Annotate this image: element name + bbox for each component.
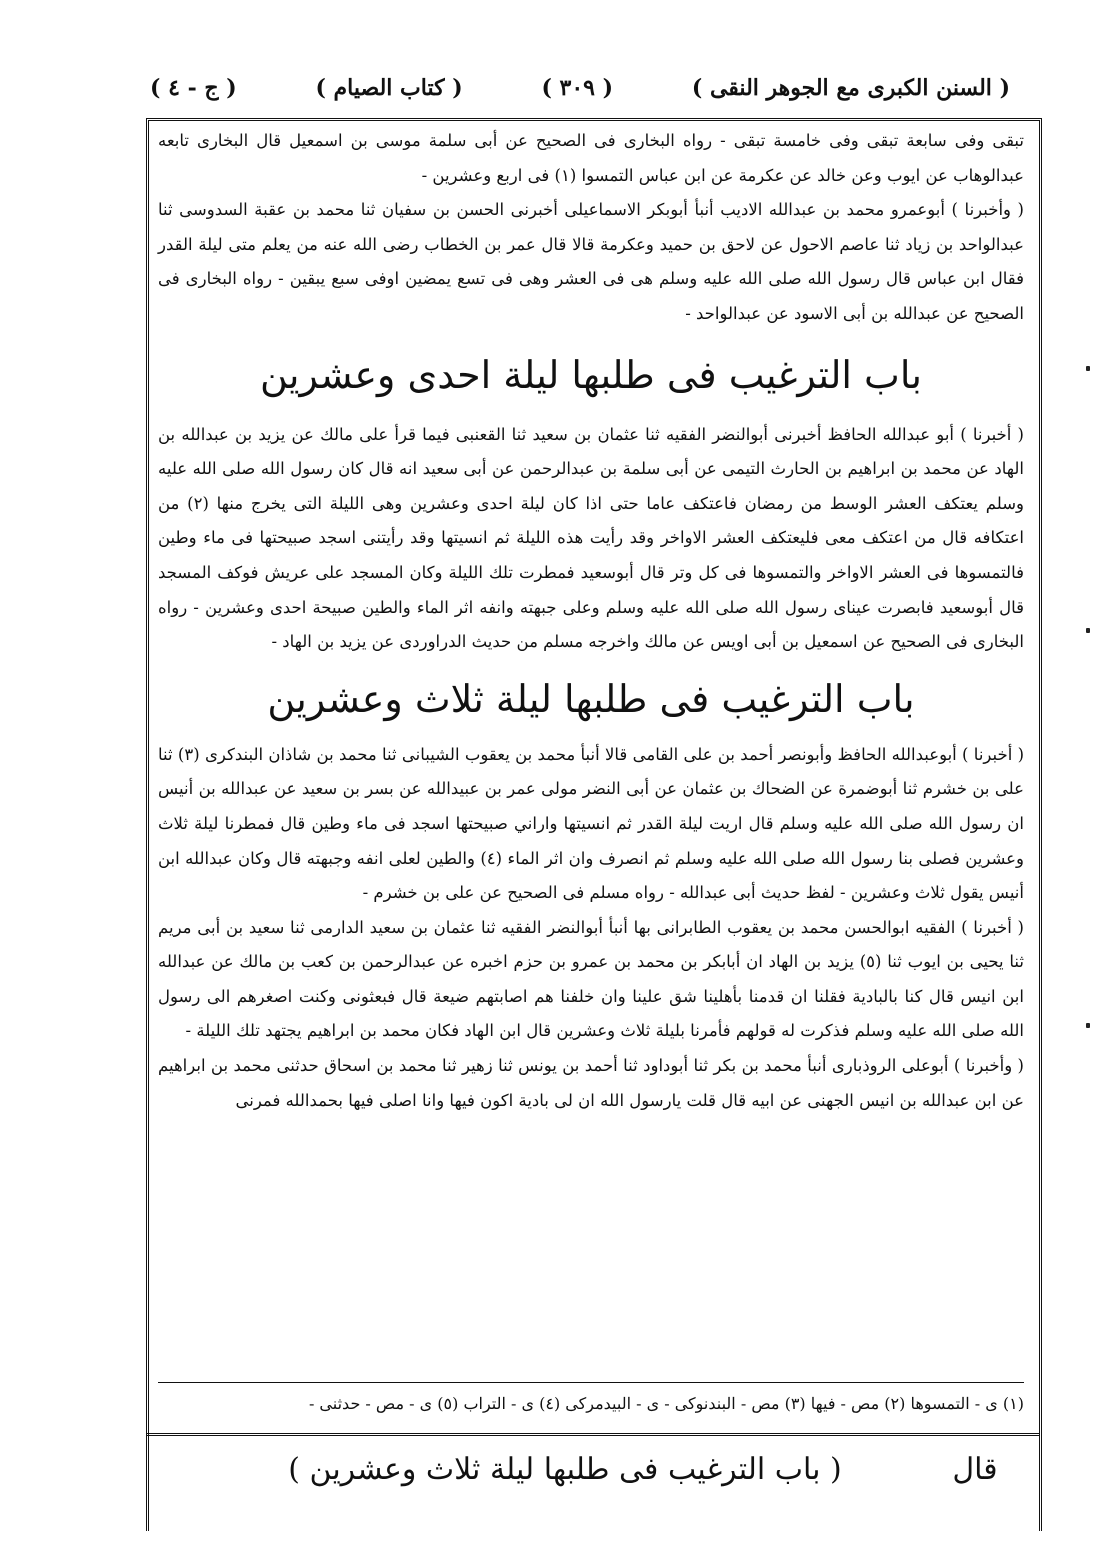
header-volume: ( ج - ٤ ) — [150, 75, 237, 101]
main-text — [158, 124, 1024, 1118]
next-heading-preview: ( باب الترغيب فى طلبها ليلة ثلاث وعشرين ) — [288, 1451, 842, 1487]
paragraph-4: ( أخبرنا ) أبوعبدالله الحافظ وأبونصر أحمد بن على القامى قالا أنبأ محمد بن يعقوب الشيبانى ثنا محمد بن شاذان البندكرى (٣) ثنا على بن خشرم ثنا أبوضمرة عن الضحاك بن عثمان عن أبى النضر مولى عمر بن عبيدالله عن بسر بن سعيد عن عبدالله بن أنيس ان رسول الله صلى الله عليه وسلم قال اريت ليلة القدر ثم انسيتها واراني صبيحتها اسجد فى ماء وطين قال فمطرنا ليلة ثلاث وعشرين فصلى بنا رسول الله صلى الله عليه وسلم ثم انصرف وان اثر الماء (٤) والطين لعلى انفه وجبهته قال وكان عبدالله ابن أنيس يقول ثلاث وعشرين - لفظ حديث أبى عبدالله - رواه مسلم فى الصحيح عن على بن خشرم - — [158, 744, 1025, 903]
scan-speck — [1086, 1023, 1090, 1028]
paragraph-1: تبقى وفى سابعة تبقى وفى خامسة تبقى - رواه البخارى فى الصحيح عن أبى سلمة موسى بن اسمعيل قال البخارى تابعه عبدالوهاب عن ايوب وعن خالد عن عكرمة عن ابن عباس التمسوا (١) فى اربع وعشرين - — [158, 131, 1024, 185]
paragraph-2: ( وأخبرنا ) أبوعمرو محمد بن عبدالله الاديب أنبأ أبوبكر الاسماعيلى أخبرنى الحسن بن سفيان ثنا محمد بن عقبة السدوسى ثنا عبدالواحد بن زياد ثنا عاصم الاحول عن لاحق بن حميد وعكرمة قالا قال عمر بن الخطاب رضى الله عنه من يعلم متى ليلة القدر فقال ابن عباس قال رسول الله صلى الله عليه وسلم هى فى العشر وهى فى تسع يمضين اوفى سبع يبقين - رواه البخارى فى الصحيح عن عبدالله بن أبى الاسود عن عبدالواحد - — [158, 200, 1025, 323]
scan-speck — [1086, 366, 1090, 371]
paragraph-3: ( أخبرنا ) أبو عبدالله الحافظ أخبرنى أبوالنضر الفقيه ثنا عثمان بن سعيد ثنا القعنبى فيما قرأ على مالك عن يزيد بن عبدالله بن الهاد عن محمد بن ابراهيم بن الحارث التيمى عن أبى سلمة بن عبدالرحمن عن أبى سعيد انه قال كان رسول الله صلى الله عليه وسلم يعتكف العشر الوسط من رمضان فاعتكف عاما حتى اذا كان ليلة احدى وعشرين وهى الليلة التى يخرج منها (٢) من اعتكافه قال من اعتكف معى فليعتكف العشر الاواخر وقد رأيت هذه الليلة ثم انسيتها وقد رأيتنى اسجد صبيحتها فى ماء وطين فالتمسوها فى العشر الاواخر والتمسوها فى كل وتر قال أبوسعيد فمطرت تلك الليلة وكان المسجد على عريش فوكف المسجد قال أبوسعيد فابصرت عيناى رسول الله صلى الله عليه وسلم وعلى جبهته وانفه اثر الماء والطين صبيحة احدى وعشرين - رواه البخارى فى الصحيح عن اسمعيل بن أبى اويس عن مالك واخرجه مسلم من حديث الدراوردى عن يزيد بن الهاد - — [158, 424, 1024, 652]
footnote: (١) ى - التمسوها (٢) مص - فيها (٣) مص - البندنوكى - ى - البيدمركى (٤) ى - التراب (٥) ى - مص - حدثنى - — [308, 1394, 1024, 1413]
scan-speck — [1086, 628, 1090, 633]
paragraph-6: ( وأخبرنا ) أبوعلى الروذبارى أنبأ محمد بن بكر ثنا أبوداود ثنا أحمد بن يونس ثنا زهير ثنا محمد بن اسحاق حدثنى محمد بن ابراهيم عن ابن عبدالله بن انيس الجهنى عن ابيه قال قلت يارسول الله ان لى بادية اكون فيها وانا اصلى فيها بحمدالله فمرنى — [158, 1056, 1024, 1110]
section-heading-2: باب الترغيب فى طلبها ليلة ثلاث وعشرين — [267, 676, 915, 721]
header-book-title: ( السنن الكبرى مع الجوهر النقى ) — [691, 75, 1010, 101]
footnote-divider — [158, 1382, 1024, 1383]
paragraph-5: ( أخبرنا ) الفقيه ابوالحسن محمد بن يعقوب الطابرانى بها أنبأ أبوالنضر الفقيه ثنا عثمان بن سعيد الدارمى ثنا سعيد بن أبى مريم ثنا يحيى بن ايوب ثنا (٥) يزيد بن الهاد ان أبابكر بن محمد بن عمرو بن حزم اخبره عن عبدالرحمن بن كعب بن مالك عن عبدالله ابن انيس قال كنا بالبادية فقلنا ان قدمنا بأهلينا شق علينا وان خلفنا هم اصابتهم ضيعة قال فبعثونى وكنت اصغرهم الى رسول الله صلى الله عليه وسلم فذكرت له قولهم فأمرنا بليلة ثلاث وعشرين قال ابن الهاد فكان محمد بن ابراهيم يجتهد تلك الليلة - — [158, 917, 1024, 1041]
running-header — [150, 68, 1010, 108]
header-chapter: ( كتاب الصيام ) — [315, 75, 463, 101]
catchword-line — [150, 1446, 1030, 1492]
header-page-number: ( ٣٠٩ ) — [541, 75, 614, 101]
catchword: قال — [952, 1451, 998, 1487]
section-heading-1: باب الترغيب فى طلبها ليلة احدى وعشرين — [260, 352, 922, 397]
bottom-divider — [146, 1433, 1039, 1436]
